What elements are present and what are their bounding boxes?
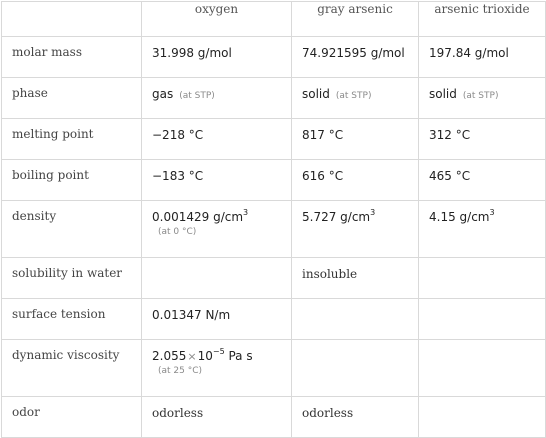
properties-table [1,1,546,438]
cell-value [419,340,546,397]
table-row-boiling-point [2,160,546,201]
cell-value: insoluble [292,258,419,299]
row-label: density [2,201,142,258]
table-row-density [2,201,546,258]
cell-value: odorless [292,397,419,438]
table-row-molar-mass [2,37,546,78]
cell-value: 197.84 g/mol [419,37,546,78]
table-row-dynamic-viscosity [2,340,546,397]
cell-value: odorless [142,397,292,438]
cell-value: 465 °C [419,160,546,201]
cell-value: 817 °C [292,119,419,160]
cell-value [292,340,419,397]
condition-note: (at STP) [462,91,499,101]
row-label: odor [2,397,142,438]
cell-value: 5.727 $g/cm^3$ [292,201,419,258]
row-label: surface tension [2,299,142,340]
table-row-phase [2,78,546,119]
table-row-surface-tension [2,299,546,340]
cell-value [419,258,546,299]
header-oxygen: oxygen [142,2,292,37]
cell-value: 616 °C [292,160,419,201]
cell-value: 74.921595 g/mol [292,37,419,78]
row-label: melting point [2,119,142,160]
header-arsenic-trioxide: arsenic trioxide [419,2,546,37]
cell-value: 0.01347 N/m [142,299,292,340]
cell-value: 31.998 g/mol [142,37,292,78]
cell-value: 0.001429 $g/cm^3$ (at 0 °C) [142,201,292,258]
condition-note: (at 0 °C) [158,227,197,237]
cell-value [292,299,419,340]
cell-value [142,258,292,299]
cell-value: −218 °C [142,119,292,160]
condition-note: (at STP) [335,91,372,101]
cell-value: solid (at STP) [419,78,546,119]
row-label: boiling point [2,160,142,201]
table-row-melting-point [2,119,546,160]
row-label: phase [2,78,142,119]
cell-value: 4.15 $g/cm^3$ [419,201,546,258]
header-corner-cell [2,2,142,37]
header-gray-arsenic: gray arsenic [292,2,419,37]
table-row-odor [2,397,546,438]
cell-value: gas (at STP) [142,78,292,119]
cell-value: −183 °C [142,160,292,201]
cell-value: 312 °C [419,119,546,160]
row-label: molar mass [2,37,142,78]
condition-note: (at STP) [179,91,215,101]
cell-value: solid (at STP) [292,78,419,119]
table-row-solubility [2,258,546,299]
cell-value [419,397,546,438]
cell-value [419,299,546,340]
row-label: solubility in water [2,258,142,299]
condition-note: (at 25 °C) [158,366,203,376]
table-header-row [2,2,546,37]
cell-value: $2.055\times 10^{-5}$ Pa s (at 25 °C) [142,340,292,397]
row-label: dynamic viscosity [2,340,142,397]
